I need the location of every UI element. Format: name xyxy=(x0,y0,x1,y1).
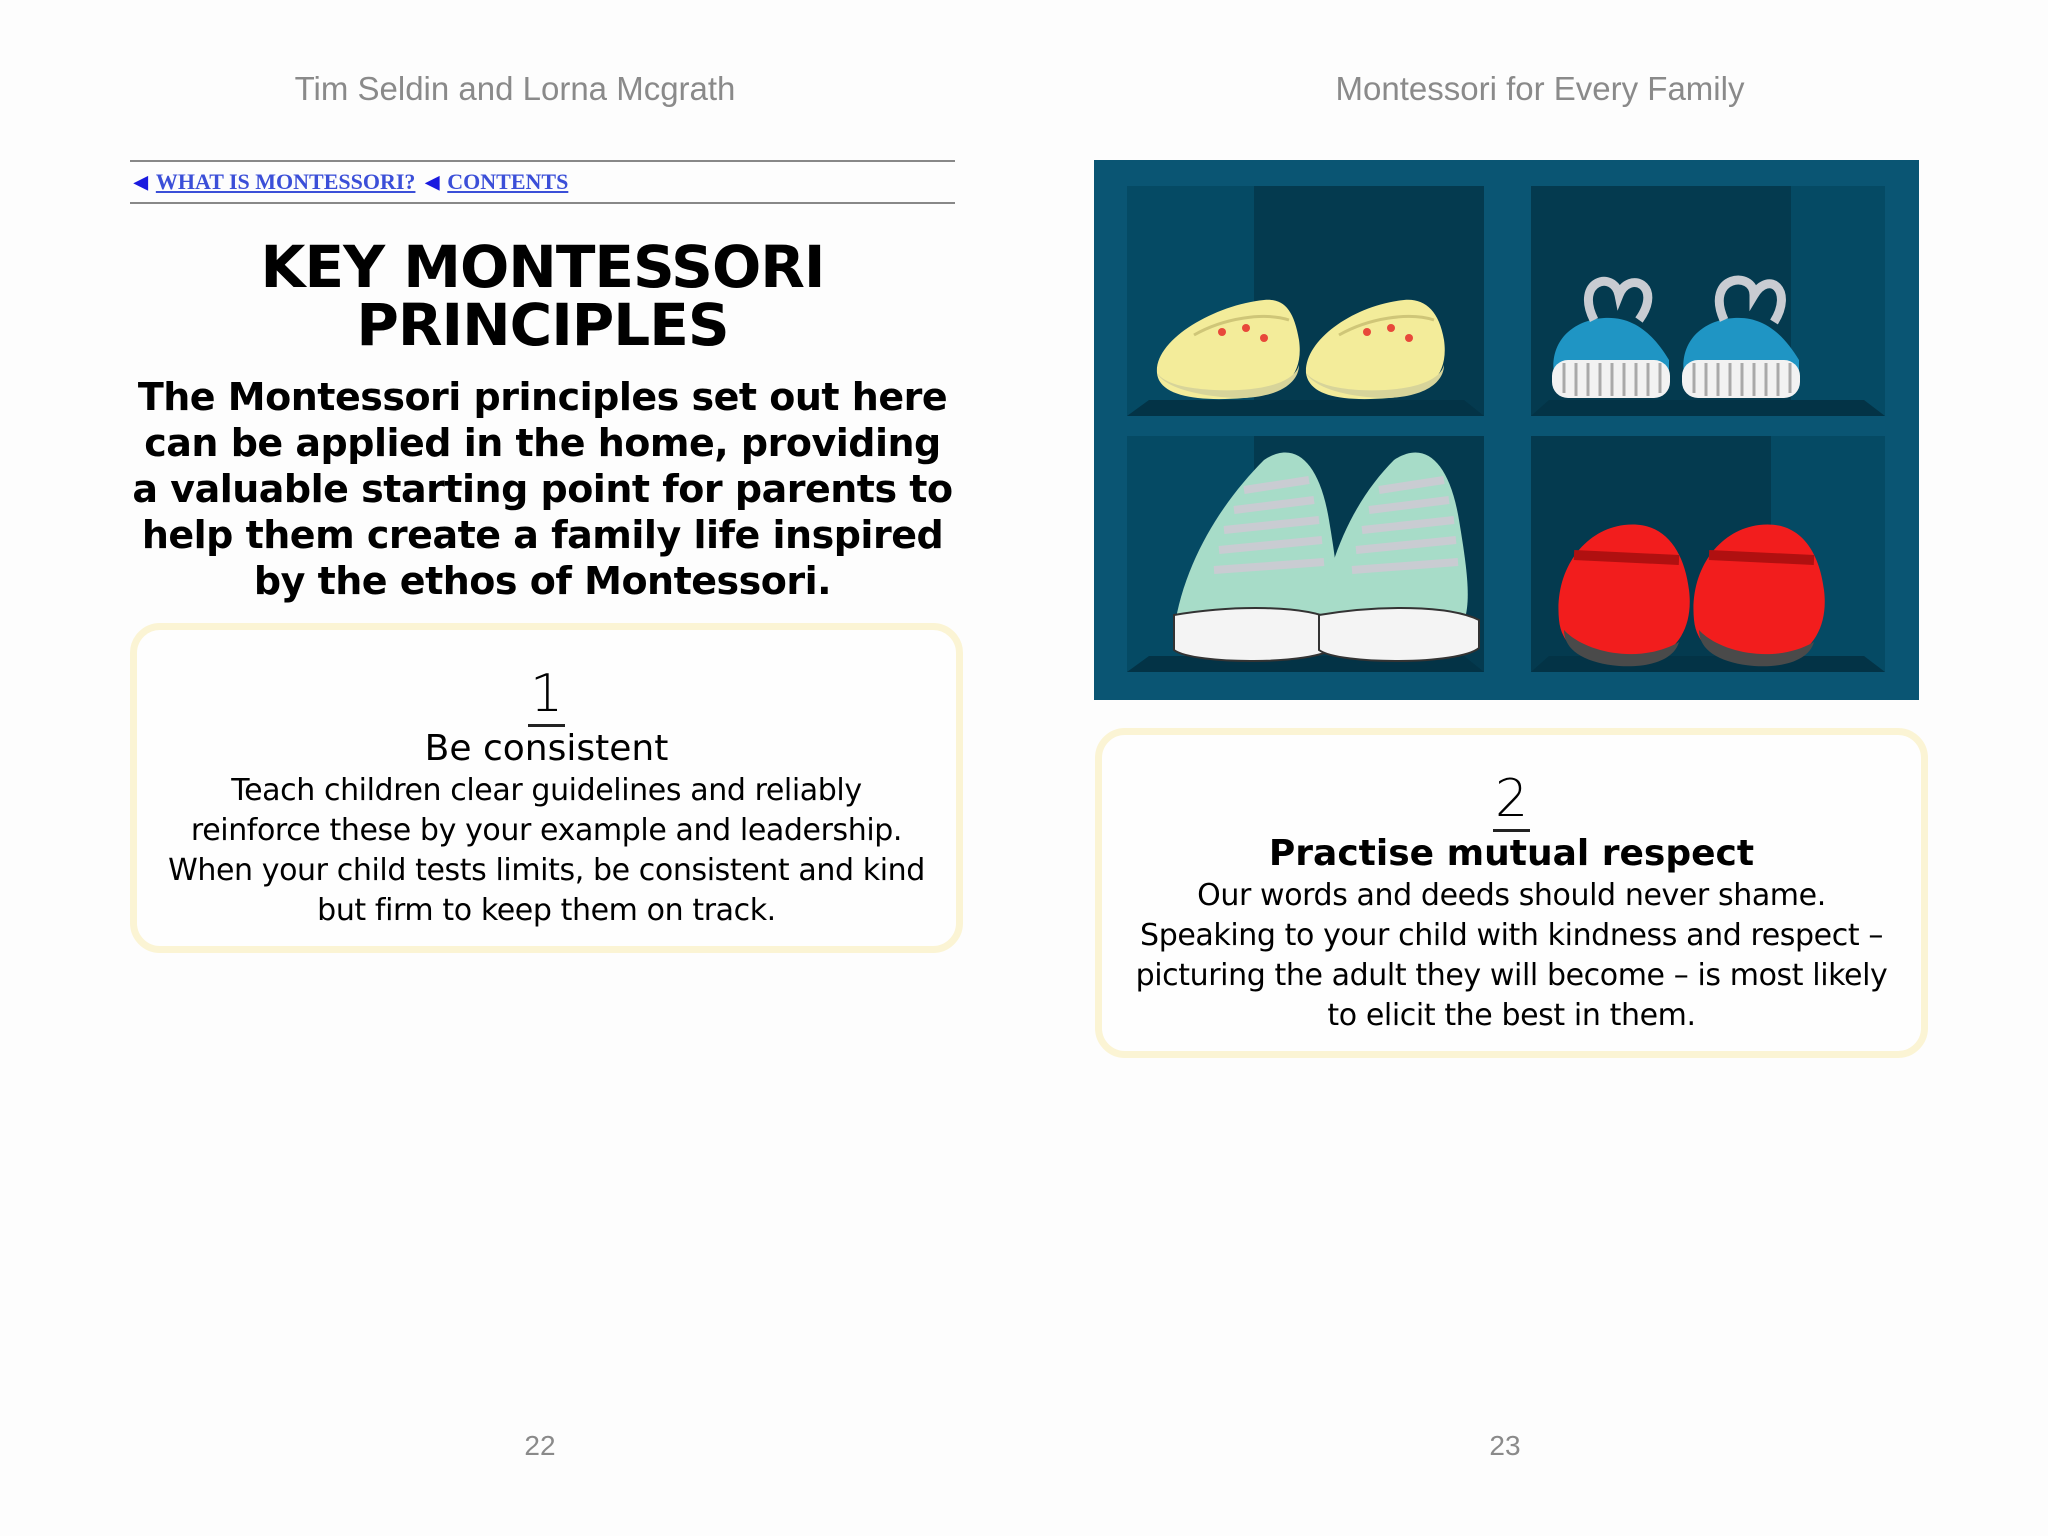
principle-number: 1 xyxy=(528,668,565,727)
chapter-nav xyxy=(130,160,955,204)
running-head-book-title: Montessori for Every Family xyxy=(1335,70,1745,107)
page-number-right: 23 xyxy=(1489,1430,1521,1461)
intro-paragraph: The Montessori principles set out here can be applied in the home, providing a valuable starting point for parents to help them create a family life inspired by the ethos of Montessori. xyxy=(132,375,953,603)
page-title-line-2: PRINCIPLES xyxy=(356,291,729,359)
principle-card-2 xyxy=(1095,728,1928,1058)
principle-body: Our words and deeds should never shame. Speaking to your child with kindness and respect – picturing the adult they will become – is most likely to elicit the best in them. xyxy=(1135,878,1888,1033)
page-number-left: 22 xyxy=(524,1430,556,1461)
page-title xyxy=(130,233,955,359)
principle-heading: Practise mutual respect xyxy=(1268,833,1755,874)
back-triangle-icon: ◀ xyxy=(425,171,440,192)
nav-link-what-is-montessori[interactable]: WHAT IS MONTESSORI? xyxy=(155,169,416,194)
principle-card-1 xyxy=(130,623,963,953)
nav-link-contents[interactable]: CONTENTS xyxy=(447,169,569,194)
principle-body: Teach children clear guidelines and reliably reinforce these by your example and leadership. When your child tests limits, be consistent and kind but firm to keep them on track. xyxy=(168,773,925,928)
principle-number: 2 xyxy=(1493,773,1530,832)
shoe-shelf-illustration xyxy=(1094,160,1919,700)
running-head-author: Tim Seldin and Lorna Mcgrath xyxy=(294,70,736,107)
principle-heading: Be consistent xyxy=(424,728,669,769)
back-triangle-icon: ◀ xyxy=(134,171,148,192)
page-title-line-1: KEY MONTESSORI xyxy=(260,233,825,301)
